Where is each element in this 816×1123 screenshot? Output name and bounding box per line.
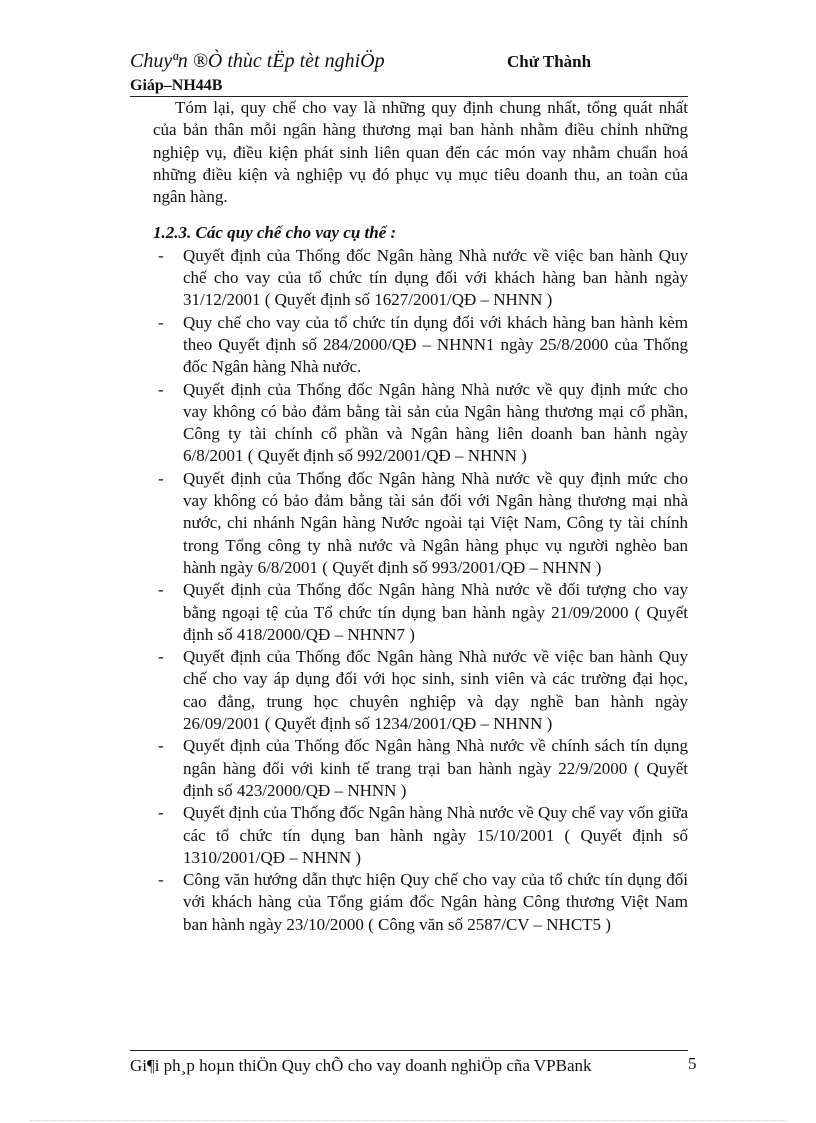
list-item-text: Quyết định của Thống đốc Ngân hàng Nhà nước về quy định mức cho vay không có bảo đảm bằng tài sản của Ngân hàng thương mại cổ phần, Công ty tài chính cổ phần và Ngân hàng liên doanh ban hành ngày 6/8/2001 ( Quyết định số 992/2001/QĐ – NHNN ) [183, 379, 688, 466]
bullet-dash: - [158, 870, 164, 890]
list-item-text: Quyết định của Thống đốc Ngân hàng Nhà nước về đối tượng cho vay bằng ngoại tệ của Tổ chức tín dụng ban hành ngày 21/09/2000 ( Quyết định số 418/2000/QĐ – NHNN7 ) [183, 580, 688, 644]
header-title: Chuyªn ®Ò thùc tËp tèt nghiÖp [130, 50, 385, 72]
header-author: Chử Thành [507, 52, 592, 71]
list-item [153, 379, 688, 468]
bullet-dash: - [158, 580, 164, 600]
page-bottom-border [30, 1120, 786, 1121]
section-heading: 1.2.3. Các quy chế cho vay cụ thể : [153, 223, 397, 243]
list-item [153, 869, 688, 936]
regulation-list [153, 245, 688, 936]
bullet-dash: - [158, 803, 164, 823]
footer-title: Gi¶i ph¸p hoµn thiÖn Quy chÕ cho vay doanh nghiÖp cña VPBank [130, 1056, 592, 1075]
page-number: 5 [688, 1054, 697, 1073]
bullet-dash: - [158, 468, 164, 488]
bullet-dash: - [158, 379, 164, 399]
list-item [153, 646, 688, 735]
list-item-text: Quyết định của Thống đốc Ngân hàng Nhà nước về việc ban hành Quy chế cho vay áp dụng đối với học sinh, sinh viên và các trường đại học, cao đẳng, trung học chuyên nghiệp và dạy nghề ban hành ngày 26/09/2001 ( Quyết định số 1234/2001/QĐ – NHNN ) [183, 647, 688, 734]
bullet-dash: - [158, 647, 164, 667]
bullet-dash: - [158, 736, 164, 756]
list-item-text: Quyết định của Thống đốc Ngân hàng Nhà nước về chính sách tín dụng ngân hàng đối với kinh tế trang trại ban hành ngày 22/9/2000 ( Quyết định số 423/2000/QĐ – NHNN ) [183, 736, 688, 800]
bullet-dash: - [158, 245, 164, 265]
list-item [153, 802, 688, 869]
list-item [153, 579, 688, 646]
intro-paragraph: Tóm lại, quy chế cho vay là những quy định chung nhất, tổng quát nhất của bản thân mỗi ngân hàng thương mại ban hành nhằm điều chỉnh những nghiệp vụ, điều kiện phát sinh liên quan đến các món vay nhằm chuẩn hoá những điều kiện và nghiệp vụ đó phục vụ mục tiêu doanh thu, an toàn của ngân hàng. [153, 98, 688, 207]
list-item [153, 468, 688, 579]
footer-divider [130, 1050, 688, 1051]
list-item-text: Quyết định của Thống đốc Ngân hàng Nhà nước về Quy chế vay vốn giữa các tổ chức tín dụng ban hành ngày 15/10/2001 ( Quyết định số 1310/2001/QĐ – NHNN ) [183, 803, 688, 867]
list-item [153, 245, 688, 312]
bullet-dash: - [158, 312, 164, 332]
list-item-text: Quy chế cho vay của tổ chức tín dụng đối với khách hàng ban hành kèm theo Quyết định số 284/2000/QĐ – NHNN1 ngày 25/8/2000 của Thống đốc Ngân hàng Nhà nước. [183, 312, 688, 377]
header-class: Giáp–NH44B [130, 77, 223, 94]
list-item [153, 312, 688, 379]
list-item [153, 735, 688, 802]
document-body [153, 97, 688, 936]
list-item-text: Công văn hướng dẫn thực hiện Quy chế cho vay của tổ chức tín dụng đối với khách hàng của Tổng giám đốc Ngân hàng Công thương Việt Nam ban hành ngày 23/10/2000 ( Công văn số 2587/CV – NHCT5 ) [183, 870, 688, 934]
list-item-text: Quyết định của Thống đốc Ngân hàng Nhà nước về quy định mức cho vay không có bảo đảm bằng tài sản đối với Ngân hàng thương mại nhà nước, chi nhánh Ngân hàng Nước ngoài tại Việt Nam, Công ty tài chính trong Tổng công ty nhà nước và Ngân hàng phục vụ người nghèo ban hành ngày 6/8/2001 ( Quyết định số 993/2001/QĐ – NHNN ) [183, 468, 688, 577]
list-item-text: Quyết định của Thống đốc Ngân hàng Nhà nước về việc ban hành Quy chế cho vay của tổ chức tín dụng đối với khách hàng ban hành ngày 31/12/2001 ( Quyết định số 1627/2001/QĐ – NHNN ) [183, 245, 688, 310]
